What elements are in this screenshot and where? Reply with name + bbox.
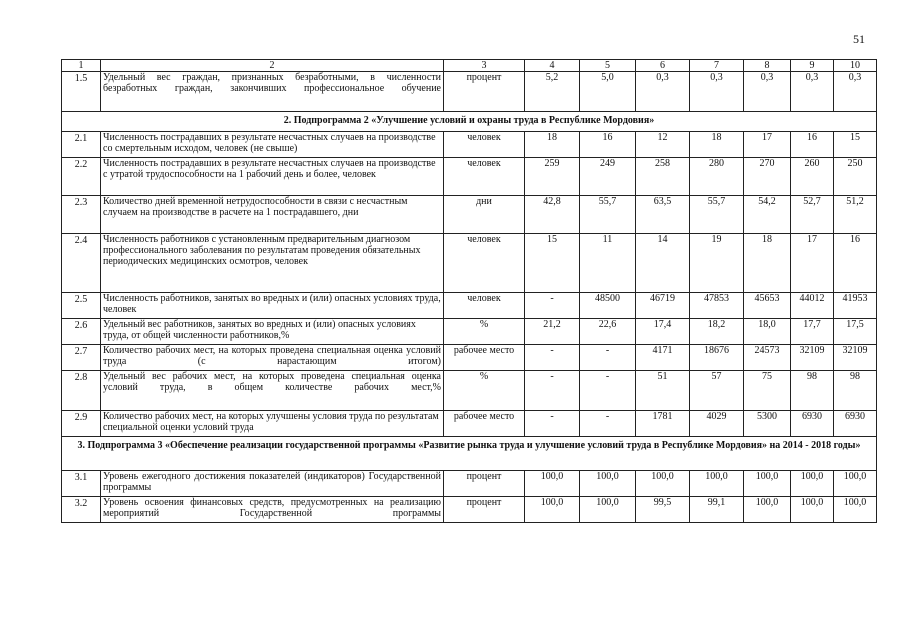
unit-cell: человек <box>444 158 525 196</box>
value-cell: 100,0 <box>834 497 877 523</box>
value-cell: 0,3 <box>636 72 690 112</box>
value-cell: 48500 <box>580 293 636 319</box>
value-cell: 18 <box>525 132 580 158</box>
value-cell: 100,0 <box>525 471 580 497</box>
indicator-name: Численность пострадавших в результате несчастных случаев на производстве со смертельным исходом, человек (не свыше) <box>101 132 444 158</box>
row-number: 2.1 <box>62 132 101 158</box>
table-row <box>62 196 877 234</box>
unit-cell: человек <box>444 132 525 158</box>
value-cell: 12 <box>636 132 690 158</box>
value-cell: - <box>525 411 580 437</box>
indicator-name: Количество рабочих мест, на которых проведена специальная оценка условий труда (с нарастающим итогом) <box>101 345 444 371</box>
value-cell: 100,0 <box>690 471 744 497</box>
value-cell: 63,5 <box>636 196 690 234</box>
subprogram-title: 3. Подпрограмма 3 «Обеспечение реализации государственной программы «Развитие рынка труда и улучшение условий труда в Республике Мордовия» на 2014 - 2018 годы» <box>62 437 877 471</box>
column-number: 5 <box>580 60 636 72</box>
row-number: 2.2 <box>62 158 101 196</box>
value-cell: 100,0 <box>580 471 636 497</box>
value-cell: 14 <box>636 234 690 293</box>
column-number: 9 <box>791 60 834 72</box>
column-number: 7 <box>690 60 744 72</box>
value-cell: 100,0 <box>834 471 877 497</box>
value-cell: 17 <box>744 132 791 158</box>
value-cell: 100,0 <box>580 497 636 523</box>
value-cell: 0,3 <box>690 72 744 112</box>
value-cell: 1781 <box>636 411 690 437</box>
column-number: 3 <box>444 60 525 72</box>
indicator-name: Численность работников, занятых во вредных и (или) опасных условиях труда, человек <box>101 293 444 319</box>
table-row <box>62 345 877 371</box>
value-cell: 99,5 <box>636 497 690 523</box>
value-cell: 100,0 <box>636 471 690 497</box>
value-cell: 18676 <box>690 345 744 371</box>
value-cell: 5,0 <box>580 72 636 112</box>
table-row <box>62 72 877 112</box>
value-cell: 100,0 <box>744 471 791 497</box>
indicator-name: Численность работников с установленным предварительным диагнозом профессионального заболевания по результатам проведения обязательных периодических медицинских осмотров, человек <box>101 234 444 293</box>
unit-cell: % <box>444 371 525 411</box>
table-row <box>62 132 877 158</box>
value-cell: 6930 <box>791 411 834 437</box>
value-cell: 5300 <box>744 411 791 437</box>
indicator-name: Количество рабочих мест, на которых улучшены условия труда по результатам специальной оценки условий труда <box>101 411 444 437</box>
value-cell: 98 <box>834 371 877 411</box>
table-row <box>62 319 877 345</box>
column-number-row <box>62 60 877 72</box>
unit-cell: дни <box>444 196 525 234</box>
value-cell: 44012 <box>791 293 834 319</box>
subprogram-title: 2. Подпрограмма 2 «Улучшение условий и охраны труда в Республике Мордовия» <box>62 112 877 132</box>
row-number: 1.5 <box>62 72 101 112</box>
subprogram-header-row <box>62 112 877 132</box>
value-cell: 24573 <box>744 345 791 371</box>
value-cell: 249 <box>580 158 636 196</box>
value-cell: 4171 <box>636 345 690 371</box>
value-cell: 17,4 <box>636 319 690 345</box>
value-cell: 17 <box>791 234 834 293</box>
indicator-name: Уровень освоения финансовых средств, предусмотренных на реализацию мероприятий Государственной программы <box>101 497 444 523</box>
value-cell: 41953 <box>834 293 877 319</box>
value-cell: - <box>580 411 636 437</box>
value-cell: 259 <box>525 158 580 196</box>
table-row <box>62 293 877 319</box>
unit-cell: рабочее место <box>444 345 525 371</box>
page-number: 51 <box>853 32 865 46</box>
value-cell: 4029 <box>690 411 744 437</box>
value-cell: 15 <box>525 234 580 293</box>
value-cell: 55,7 <box>690 196 744 234</box>
value-cell: 5,2 <box>525 72 580 112</box>
value-cell: 21,2 <box>525 319 580 345</box>
table-row <box>62 471 877 497</box>
value-cell: 18,0 <box>744 319 791 345</box>
table-row <box>62 411 877 437</box>
value-cell: - <box>580 345 636 371</box>
value-cell: 100,0 <box>791 471 834 497</box>
row-number: 2.5 <box>62 293 101 319</box>
value-cell: 75 <box>744 371 791 411</box>
value-cell: 0,3 <box>834 72 877 112</box>
row-number: 2.4 <box>62 234 101 293</box>
value-cell: 42,8 <box>525 196 580 234</box>
unit-cell: процент <box>444 471 525 497</box>
value-cell: 11 <box>580 234 636 293</box>
value-cell: 0,3 <box>791 72 834 112</box>
row-number: 2.7 <box>62 345 101 371</box>
subprogram-header-row <box>62 437 877 471</box>
value-cell: - <box>580 371 636 411</box>
value-cell: 260 <box>791 158 834 196</box>
value-cell: 16 <box>791 132 834 158</box>
column-number: 8 <box>744 60 791 72</box>
column-number: 1 <box>62 60 101 72</box>
value-cell: 270 <box>744 158 791 196</box>
value-cell: - <box>525 371 580 411</box>
value-cell: 100,0 <box>525 497 580 523</box>
row-number: 2.9 <box>62 411 101 437</box>
value-cell: 55,7 <box>580 196 636 234</box>
value-cell: 100,0 <box>791 497 834 523</box>
unit-cell: рабочее место <box>444 411 525 437</box>
value-cell: 22,6 <box>580 319 636 345</box>
value-cell: 18 <box>744 234 791 293</box>
unit-cell: процент <box>444 72 525 112</box>
unit-cell: процент <box>444 497 525 523</box>
column-number: 2 <box>101 60 444 72</box>
value-cell: 17,5 <box>834 319 877 345</box>
value-cell: 280 <box>690 158 744 196</box>
value-cell: 16 <box>580 132 636 158</box>
value-cell: 47853 <box>690 293 744 319</box>
value-cell: 19 <box>690 234 744 293</box>
indicator-name: Удельный вес работников, занятых во вредных и (или) опасных условиях труда, от общей численности работников,% <box>101 319 444 345</box>
indicator-name: Удельный вес рабочих мест, на которых проведена специальная оценка условий труда, в общем количестве рабочих мест,% <box>101 371 444 411</box>
table-row <box>62 158 877 196</box>
value-cell: 258 <box>636 158 690 196</box>
table-row <box>62 371 877 411</box>
value-cell: 100,0 <box>744 497 791 523</box>
value-cell: 18 <box>690 132 744 158</box>
value-cell: 32109 <box>791 345 834 371</box>
value-cell: 18,2 <box>690 319 744 345</box>
indicator-name: Количество дней временной нетрудоспособности в связи с несчастным случаем на производстве в расчете на 1 пострадавшего, дни <box>101 196 444 234</box>
table-body <box>62 60 877 523</box>
value-cell: 46719 <box>636 293 690 319</box>
value-cell: 15 <box>834 132 877 158</box>
value-cell: 16 <box>834 234 877 293</box>
value-cell: 17,7 <box>791 319 834 345</box>
column-number: 10 <box>834 60 877 72</box>
indicator-name: Уровень ежегодного достижения показателей (индикаторов) Государственной программы <box>101 471 444 497</box>
value-cell: 54,2 <box>744 196 791 234</box>
column-number: 6 <box>636 60 690 72</box>
unit-cell: человек <box>444 293 525 319</box>
value-cell: 99,1 <box>690 497 744 523</box>
value-cell: 250 <box>834 158 877 196</box>
row-number: 3.1 <box>62 471 101 497</box>
value-cell: 6930 <box>834 411 877 437</box>
unit-cell: % <box>444 319 525 345</box>
unit-cell: человек <box>444 234 525 293</box>
value-cell: 0,3 <box>744 72 791 112</box>
value-cell: 51 <box>636 371 690 411</box>
row-number: 2.8 <box>62 371 101 411</box>
indicators-table <box>61 59 877 523</box>
value-cell: - <box>525 293 580 319</box>
table-row <box>62 234 877 293</box>
table-row <box>62 497 877 523</box>
indicator-name: Численность пострадавших в результате несчастных случаев на производстве с утратой трудоспособности на 1 рабочий день и более, человек <box>101 158 444 196</box>
row-number: 2.3 <box>62 196 101 234</box>
value-cell: - <box>525 345 580 371</box>
indicator-name: Удельный вес граждан, признанных безработными, в численности безработных граждан, закончивших профессиональное обучение <box>101 72 444 112</box>
value-cell: 57 <box>690 371 744 411</box>
row-number: 3.2 <box>62 497 101 523</box>
value-cell: 32109 <box>834 345 877 371</box>
value-cell: 45653 <box>744 293 791 319</box>
value-cell: 98 <box>791 371 834 411</box>
value-cell: 52,7 <box>791 196 834 234</box>
column-number: 4 <box>525 60 580 72</box>
value-cell: 51,2 <box>834 196 877 234</box>
row-number: 2.6 <box>62 319 101 345</box>
